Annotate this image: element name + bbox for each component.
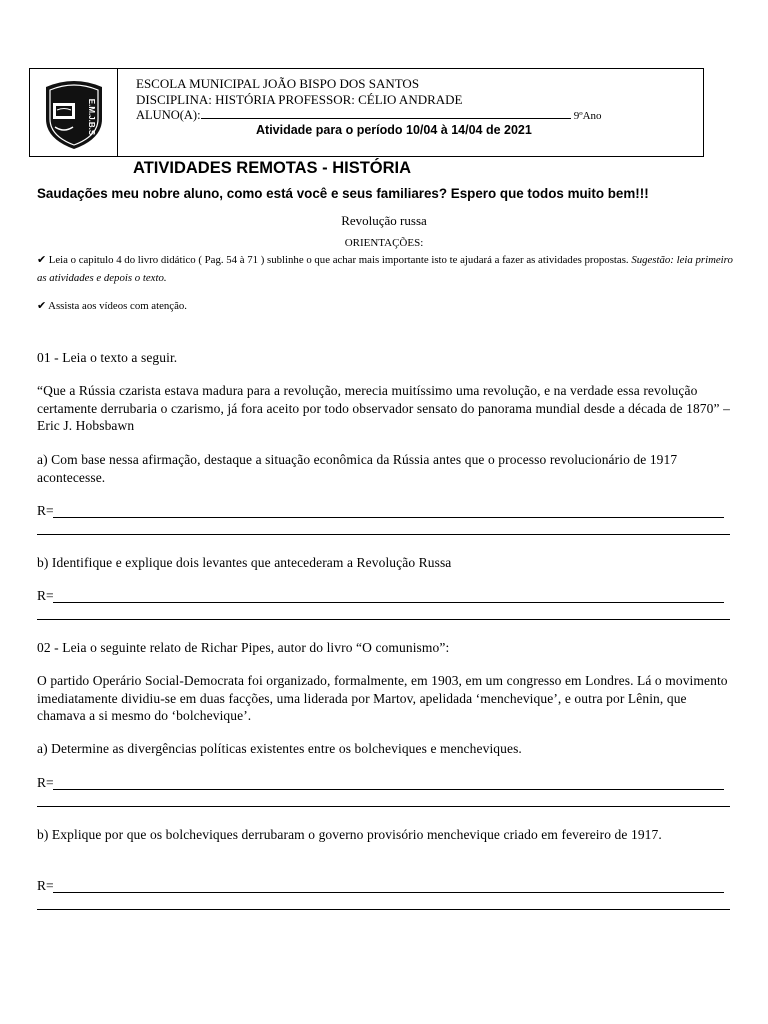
answer-q2b[interactable] bbox=[37, 877, 730, 917]
answer-label: R= bbox=[37, 588, 54, 603]
answer-line bbox=[53, 602, 724, 603]
header-box bbox=[29, 68, 704, 157]
answer-line bbox=[37, 619, 730, 620]
q2-intro: 02 - Leia o seguinte relato de Richar Pipes, autor do livro “O comunismo”: bbox=[37, 640, 450, 655]
q1-intro: 01 - Leia o texto a seguir. bbox=[37, 350, 178, 365]
student-line bbox=[136, 108, 602, 124]
answer-line bbox=[37, 534, 730, 535]
orientation-item-2: ✔ Assista aos vídeos com atenção. bbox=[37, 300, 187, 312]
answer-label: R= bbox=[37, 878, 54, 893]
answer-label: R= bbox=[37, 503, 54, 518]
subtitle: Revolução russa bbox=[341, 213, 427, 228]
q1-b: b) Identifique e explique dois levantes que antecederam a Revolução Russa bbox=[37, 555, 452, 570]
q1-a: a) Com base nessa afirmação, destaque a situação econômica da Rússia antes que o processo revolucionário de 1917 acontecesse. bbox=[37, 452, 678, 485]
answer-line bbox=[37, 909, 730, 910]
discipline-line: DISCIPLINA: HISTÓRIA PROFESSOR: CÉLIO ANDRADE bbox=[136, 92, 463, 107]
q2-a: a) Determine as divergências políticas existentes entre os bolcheviques e mencheviques. bbox=[37, 741, 522, 756]
orientation-hint: Sugestão: leia primeiro as atividades e depois o texto. bbox=[37, 254, 733, 284]
orientations-heading: ORIENTAÇÕES: bbox=[344, 237, 424, 249]
q1-quote: “Que a Rússia czarista estava madura para a revolução, merecia muitíssimo uma revolução, e na verdade essa revolução certamente derrubaria o czarismo, já fora aceito por todo observador sensato do panorama mundial desde a década de 1870” – Eric J. Hobsbawn bbox=[37, 383, 730, 433]
q2-b: b) Explique por que os bolcheviques derrubaram o governo provisório menchevique criado em fevereiro de 1917. bbox=[37, 827, 662, 842]
school-crest-icon bbox=[40, 77, 108, 151]
answer-label: R= bbox=[37, 775, 54, 790]
answer-line bbox=[37, 806, 730, 807]
answer-line bbox=[53, 892, 724, 893]
answer-q2a[interactable] bbox=[37, 774, 730, 814]
grade-label: 9ºAno bbox=[573, 110, 602, 122]
logo-text: E.M.J.B.S bbox=[87, 98, 96, 136]
answer-line bbox=[53, 789, 724, 790]
orientation-item-1 bbox=[37, 251, 737, 287]
answer-line bbox=[53, 517, 724, 518]
period-line: Atividade para o período 10/04 à 14/04 de 2021 bbox=[256, 123, 532, 137]
q2-text: O partido Operário Social-Democrata foi organizado, formalmente, em 1903, em um congresso em Londres. Lá o movimento imediatamente dividiu-se em duas facções, uma liderada por Martov, apelidada ‘menchevique’, e outra por Lênin, que chamava a si mesmo do ‘bolchevique’. bbox=[37, 673, 728, 723]
answer-q1b[interactable] bbox=[37, 587, 730, 627]
student-name-field[interactable] bbox=[201, 108, 571, 119]
school-logo-cell bbox=[30, 69, 118, 156]
page-title: ATIVIDADES REMOTAS - HISTÓRIA bbox=[133, 159, 412, 177]
school-name: ESCOLA MUNICIPAL JOÃO BISPO DOS SANTOS bbox=[136, 76, 420, 91]
orientation-item-1-text: ✔ Leia o capitulo 4 do livro didático ( Pag. 54 à 71 ) sublinhe o que achar mais importante isto te ajudará a fazer as atividades propostas. bbox=[37, 254, 629, 266]
greeting: Saudações meu nobre aluno, como está você e seus familiares? Espero que todos muito bem!!! bbox=[37, 186, 649, 201]
answer-q1a[interactable] bbox=[37, 502, 730, 542]
student-label: ALUNO(A): bbox=[136, 108, 201, 122]
